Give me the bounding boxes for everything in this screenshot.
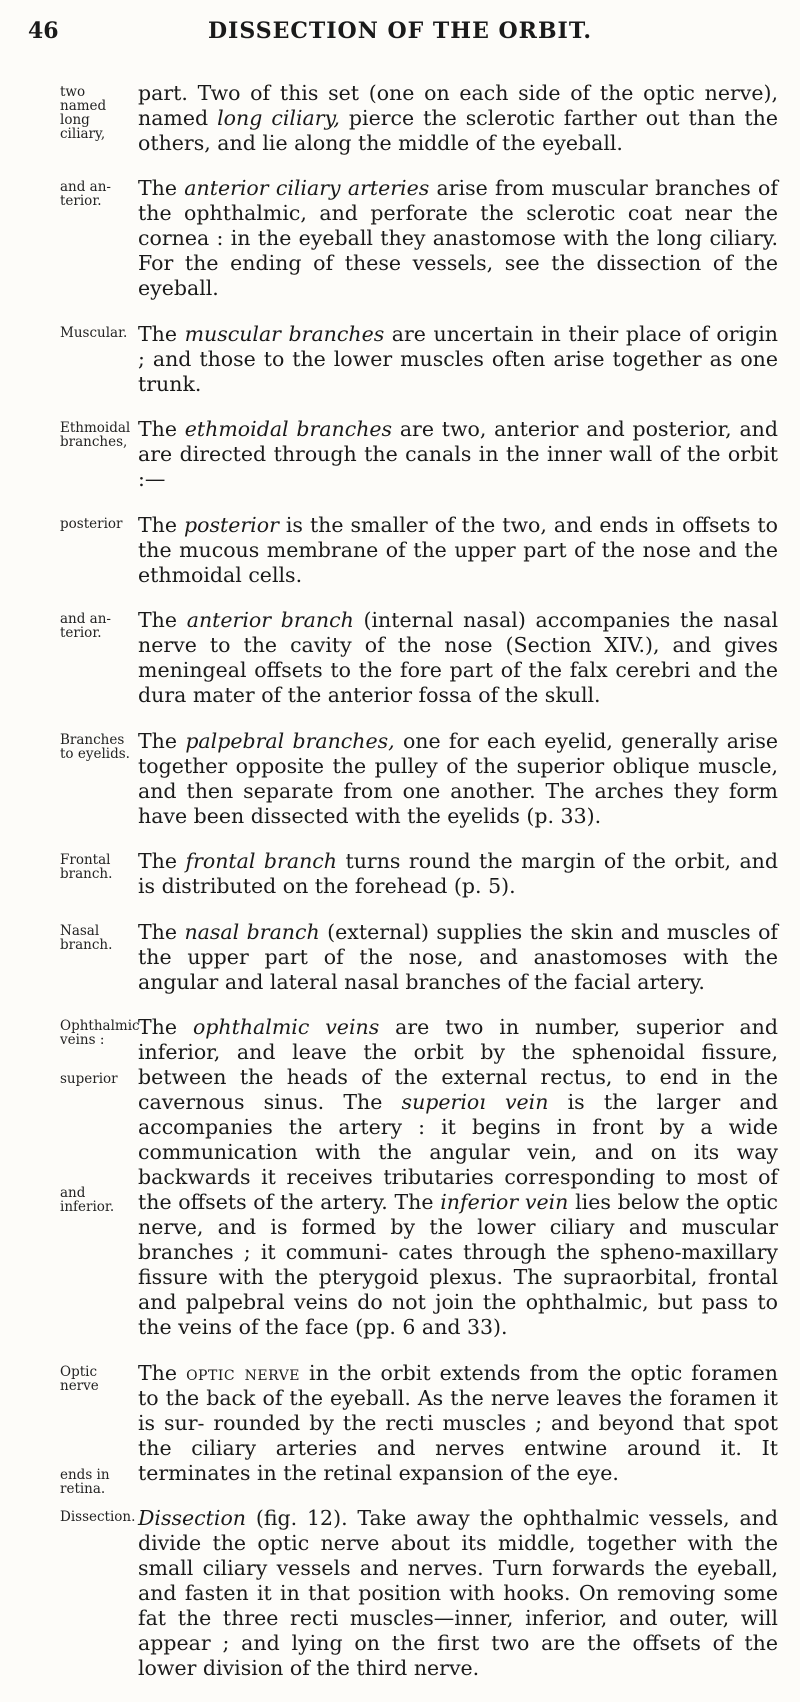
margin-note-line: posterior [60, 515, 123, 532]
margin-note [60, 1365, 132, 1496]
paragraph-text [138, 1015, 778, 1340]
italic-term: palpebral branches, [185, 728, 395, 753]
italic-term: anterior branch [186, 608, 354, 632]
italic-term: nasal branch [184, 919, 320, 944]
text-run: The [138, 919, 185, 944]
paragraph [0, 1360, 800, 1497]
text-run: is the smaller of the two, and ends in offsets to the mucous membrane of the upper part of the nose and the ethmoidal cells. [138, 512, 778, 587]
italic-term: long ciliary, [217, 105, 340, 130]
text-run: The [138, 512, 185, 537]
text-run: lies below the optic nerve, and is formed by the lower ciliary and muscular branches ; it communi- cates through the spheno-maxillary fissure with the pterygoid plexus. The supraorbital, frontal and palpebral veins do not join the ophthalmic, but pass to the veins of the face (pp. 6 and 33). [138, 1190, 779, 1339]
margin-note [60, 733, 132, 761]
paragraph [0, 322, 800, 397]
text-run: are two in number, superior and inferior, and leave the orbit by the sphenoidal fissure, between the heads of the external rectus, to end in the cavernous sinus. The [138, 1015, 778, 1114]
paragraph-text [138, 849, 778, 899]
margin-note-line [60, 1393, 132, 1418]
italic-term: frontal branch [185, 849, 337, 873]
italic-term: posterior [184, 512, 279, 537]
paragraph-text [138, 322, 778, 397]
paragraph-text [138, 1361, 778, 1486]
page-header [28, 10, 772, 50]
running-title: DISSECTION OF THE ORBIT. [207, 18, 593, 44]
paragraph [0, 920, 800, 995]
margin-note [60, 612, 132, 640]
margin-note-line: Frontal [60, 852, 111, 868]
margin-note [60, 85, 132, 141]
paragraph-text [138, 608, 778, 708]
margin-note [60, 421, 132, 449]
text-run: arise from muscular branches of the ophthalmic, and perforate the sclerotic coat near the cornea : in the eyeball they anastomose with the long ciliary. For the ending of these vessels, see the dissection of the eyeball. [138, 176, 778, 300]
text-run: are uncertain in their place of origin ; and those to the lower muscles often arise together as one trunk. [138, 321, 778, 396]
paragraph-text [138, 920, 778, 995]
margin-note [60, 517, 132, 531]
italic-term: Dissection [138, 1506, 246, 1530]
paragraph [0, 1506, 800, 1681]
margin-note-line [60, 1418, 132, 1443]
margin-note-line [60, 1111, 132, 1136]
margin-note [60, 853, 132, 881]
margin-note-line [60, 1443, 132, 1468]
paragraph [0, 513, 800, 588]
paragraph [0, 729, 800, 829]
margin-note-line: branch. [60, 936, 113, 953]
text-run: (internal nasal) accompanies the nasal nerve to the cavity of the nose (Section XIV.), and gives meningeal offsets to the fore part of the falx cerebri and the dura mater of the anterior fossa of the skull. [138, 608, 779, 707]
margin-note-line: branches, [60, 434, 128, 450]
paragraph-text [138, 81, 778, 156]
margin-note-line: two named [60, 83, 107, 114]
paragraph [0, 417, 800, 492]
text-run: The [138, 321, 185, 346]
text-run: The [138, 608, 187, 632]
text-run: The [138, 176, 185, 200]
paragraph [0, 849, 800, 899]
margin-note-line: branch. [60, 866, 113, 882]
paragraph [0, 176, 800, 301]
margin-note-line: long ciliary, [60, 111, 106, 142]
text-run: are two, anterior and posterior, and are directed through the canals in the inner wall of the orbit :— [138, 417, 778, 491]
margin-note-line [60, 1086, 132, 1111]
margin-note-line: Optic nerve [60, 1363, 99, 1394]
margin-note [60, 1509, 136, 1525]
text-run: The [138, 1015, 193, 1039]
margin-note [60, 924, 132, 952]
margin-note-line: terior. [60, 625, 102, 641]
italic-term: ophthalmic veins [192, 1015, 380, 1039]
margin-note-line: retina. [60, 1480, 106, 1497]
text-run: one for each eyelid, generally arise together opposite the pulley of the superior oblique muscle, and then separate from one another. The arches they form have been dissected with the eyelids (p. 33). [138, 728, 778, 828]
paragraph [0, 81, 800, 156]
margin-note-line: veins : [60, 1032, 105, 1048]
text-run: (fig. 12). Take away the ophthalmic vessels, and divide the optic nerve about its middle, together with the small ciliary vessels and nerves. Turn forwards the eyeball, and fasten it in that position with hooks. On removing some fat the three recti muscles—inner, inferior, and outer, will appear ; and lying on the first two are the offsets of the lower division of the third nerve. [138, 1506, 778, 1680]
page-number: 46 [28, 18, 59, 44]
margin-note-line: Ophthalmic [60, 1018, 140, 1034]
margin-note-line: terior. [60, 193, 102, 209]
margin-note-line [60, 1161, 132, 1186]
margin-note-line: Ethmoidal [60, 420, 131, 436]
margin-note [60, 1018, 140, 1215]
margin-note [60, 180, 132, 208]
margin-note-line: Branches [60, 731, 125, 748]
italic-term: superioı vein [401, 1090, 549, 1114]
text-run: The [138, 1360, 187, 1385]
margin-note-line: and inferior. [60, 1185, 115, 1215]
text-run: part. Two of this set (one on each side of the optic nerve), named [138, 80, 778, 130]
margin-note-line: superior [60, 1071, 118, 1087]
page-body [0, 60, 800, 1702]
margin-note-line: to eyelids. [60, 745, 130, 762]
text-run: The [138, 849, 186, 873]
margin-note-line: Nasal [60, 922, 100, 939]
paragraph-text [138, 417, 778, 492]
small-caps-term: optic nerve [186, 1360, 300, 1385]
paragraph [0, 608, 800, 708]
paragraph-text [138, 176, 778, 301]
margin-note-line [60, 1136, 132, 1161]
paragraph [0, 1015, 800, 1340]
margin-note-line: Muscular. [60, 324, 128, 341]
margin-note-line: and an- [60, 611, 111, 627]
paragraph-text [138, 1506, 778, 1681]
margin-note-line: Dissection. [60, 1509, 136, 1525]
text-run: pierce the sclerotic farther out than the others, and lie along the middle of the eyeball. [138, 105, 778, 155]
margin-note-line [60, 1047, 132, 1072]
margin-note [60, 326, 132, 340]
margin-note-line: ends in [60, 1466, 110, 1483]
text-run: The [138, 417, 185, 441]
text-run: in the orbit extends from the optic foramen to the back of the eyeball. As the nerve leaves the foramen it is sur- rounded by the recti muscles ; and beyond that spot the ciliary arteries and nerves entwine around it. It terminates in the retinal expansion of the eye. [138, 1360, 778, 1485]
italic-term: inferior vein [440, 1190, 569, 1214]
text-run: turns round the margin of the orbit, and is distributed on the forehead (p. 5). [138, 849, 778, 898]
text-run: is the larger and accompanies the artery : it begins in front by a wide communication with the angular vein, and on its way backwards it receives tributaries corresponding to most of the offsets of the artery. The [138, 1090, 778, 1214]
paragraph-text [138, 729, 778, 829]
italic-term: muscular branches [184, 321, 385, 346]
italic-term: anterior ciliary arteries [184, 176, 430, 200]
paragraph-text [138, 513, 778, 588]
text-run: (external) supplies the skin and muscles of the upper part of the nose, and anastomoses with the angular and lateral nasal branches of the facial artery. [138, 919, 779, 994]
italic-term: ethmoidal branches [184, 417, 393, 441]
text-run: The [138, 728, 186, 753]
margin-note-line: and an- [60, 179, 111, 195]
